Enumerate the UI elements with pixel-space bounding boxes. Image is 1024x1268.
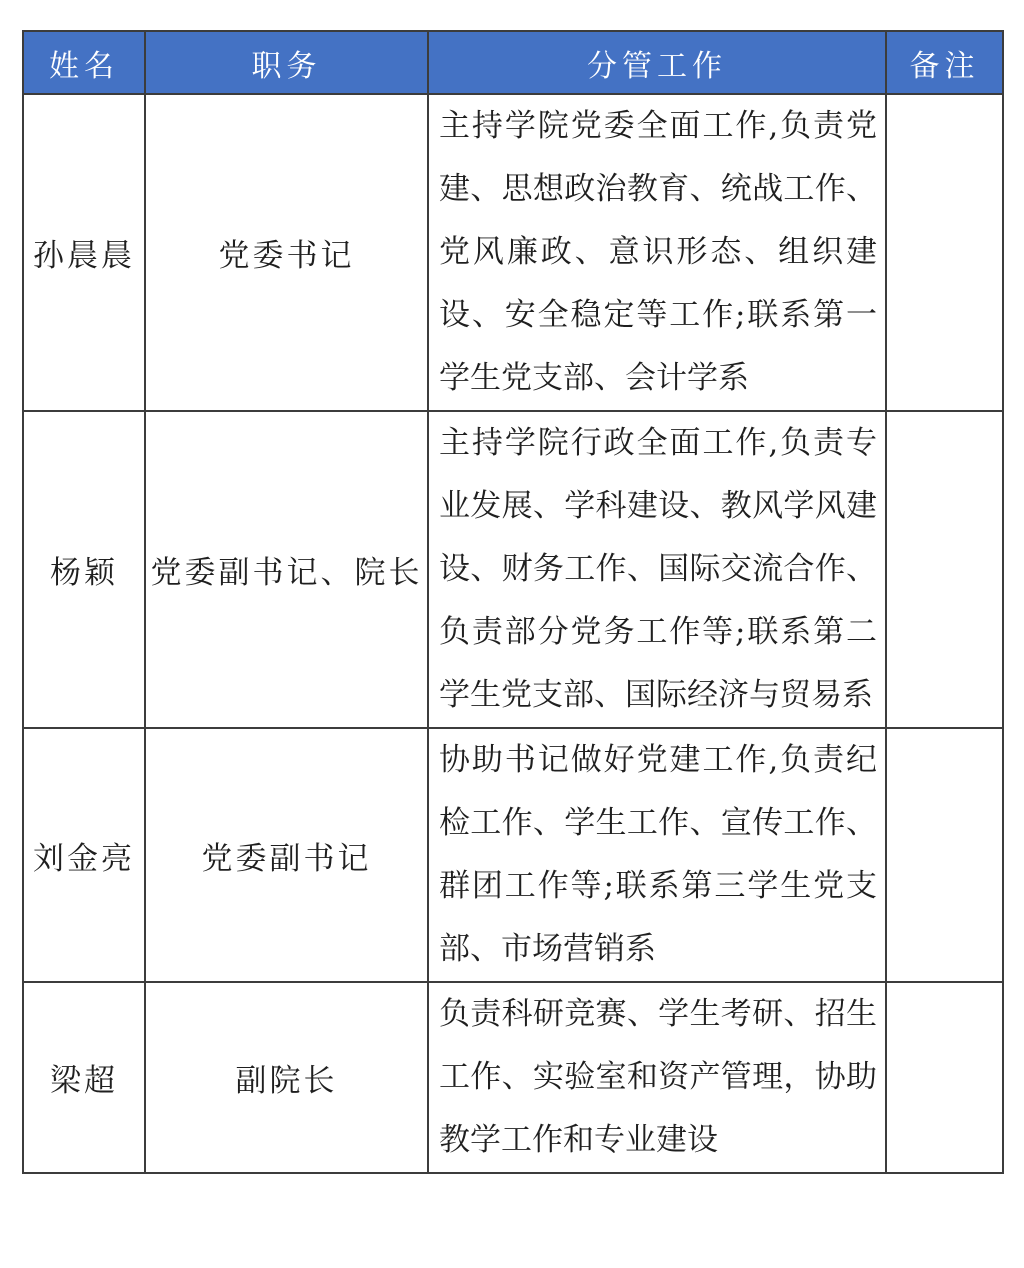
cell-remark [886, 411, 1003, 728]
cell-name: 梁超 [23, 982, 145, 1173]
cell-name: 刘金亮 [23, 728, 145, 982]
table-header [23, 31, 1003, 94]
cell-name: 孙晨晨 [23, 94, 145, 411]
cell-duties: 负责科研竞赛、学生考研、招生工作、实验室和资产管理，协助教学工作和专业建设 [428, 982, 886, 1173]
cell-duties: 主持学院行政全面工作,负责专业发展、学科建设、教风学风建设、财务工作、国际交流合作、负责部分党务工作等;联系第二学生党支部、国际经济与贸易系 [428, 411, 886, 728]
cell-duties: 协助书记做好党建工作,负责纪检工作、学生工作、宣传工作、群团工作等;联系第三学生党支部、市场营销系 [428, 728, 886, 982]
cell-duties: 主持学院党委全面工作,负责党建、思想政治教育、统战工作、党风廉政、意识形态、组织建设、安全稳定等工作;联系第一学生党支部、会计学系 [428, 94, 886, 411]
table-body [23, 94, 1003, 1173]
cell-remark [886, 982, 1003, 1173]
header-cell-remark: 备注 [886, 31, 1003, 94]
cell-remark [886, 94, 1003, 411]
header-cell-position: 职务 [145, 31, 428, 94]
header-cell-name: 姓名 [23, 31, 145, 94]
table-header-row [23, 31, 1003, 94]
table-row [23, 411, 1003, 728]
leadership-table [22, 30, 1004, 1174]
header-cell-duties: 分管工作 [428, 31, 886, 94]
cell-position: 党委书记 [145, 94, 428, 411]
cell-position: 党委副书记 [145, 728, 428, 982]
cell-position: 党委副书记、院长 [145, 411, 428, 728]
cell-name: 杨颖 [23, 411, 145, 728]
cell-remark [886, 728, 1003, 982]
cell-position: 副院长 [145, 982, 428, 1173]
table-row [23, 728, 1003, 982]
table-row [23, 94, 1003, 411]
table-row [23, 982, 1003, 1173]
